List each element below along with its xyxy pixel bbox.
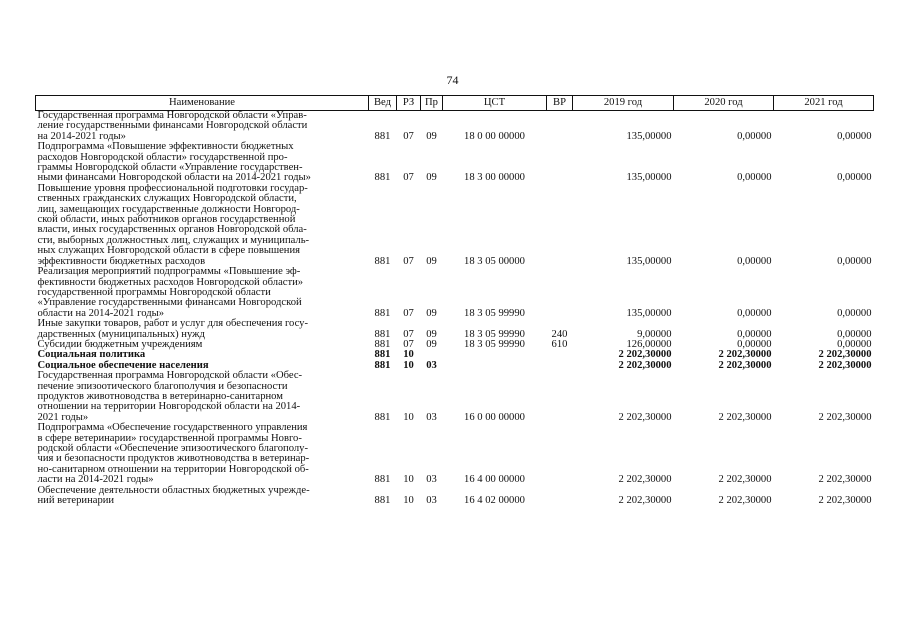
cell-2019: 2 202,30000	[618, 495, 672, 507]
cell-rz: 07	[403, 172, 414, 184]
table-row	[36, 142, 874, 184]
row-name-line: продуктов животноводства в ветеринарно-санитарном	[37, 390, 283, 402]
cell-rz: 10	[403, 359, 414, 371]
cell-2021: 0,00000	[837, 307, 872, 319]
cell-2019: 2 202,30000	[618, 411, 672, 423]
col-header-2020: 2020 год	[674, 96, 774, 111]
row-name-line: ний ветеринарии	[37, 495, 115, 507]
cell-pr: 03	[426, 359, 437, 371]
cell-ved: 881	[374, 338, 391, 350]
cell-rz: 07	[403, 307, 414, 319]
row-name-line: чия и безопасности продуктов животноводства в ветеринар-	[37, 453, 310, 465]
row-name-line: Иные закупки товаров, работ и услуг для обеспечения госу-	[37, 318, 309, 330]
cell-2020: 0,00000	[737, 338, 772, 350]
cell-rz: 07	[403, 338, 414, 350]
cell-rz: 07	[403, 328, 414, 340]
cell-vr: 240	[551, 328, 568, 340]
row-name-line: Социальное обеспечение населения	[37, 359, 209, 371]
row-name-line: ление государственными финансами Новгородской области	[37, 120, 308, 132]
row-name	[36, 267, 369, 319]
row-name-line: Подпрограмма «Обеспечение государственного управления	[37, 422, 308, 434]
col-header-vr: ВР	[547, 96, 573, 111]
row-name-line: Социальная политика	[37, 349, 146, 361]
col-header-pr: Пр	[421, 96, 443, 111]
cell-vr	[547, 486, 573, 507]
cell-cst: 18 3 05 99990	[464, 338, 525, 350]
cell-vr	[547, 361, 573, 371]
cell-2021: 2 202,30000	[818, 411, 872, 423]
cell-2021: 0,00000	[837, 172, 872, 184]
cell-2019: 2 202,30000	[618, 474, 672, 486]
cell-cst: 18 3 05 00000	[464, 255, 525, 267]
row-name-line: Обеспечение деятельности областных бюджетных учрежде-	[37, 484, 310, 496]
row-name	[36, 486, 369, 507]
row-name-line: области на 2014-2021 годы»	[37, 307, 165, 319]
row-name-line: «Управление государственными финансами Новгородской	[37, 297, 302, 309]
table-row	[36, 319, 874, 340]
row-name	[36, 111, 369, 143]
cell-rz: 10	[403, 495, 414, 507]
cell-pr: 03	[426, 474, 437, 486]
cell-2019: 9,00000	[637, 328, 672, 340]
cell-pr: 03	[426, 411, 437, 423]
cell-vr	[547, 371, 573, 423]
cell-rz: 10	[403, 349, 414, 361]
cell-pr: 09	[426, 255, 437, 267]
cell-2020: 0,00000	[737, 328, 772, 340]
cell-2020: 2 202,30000	[718, 474, 772, 486]
cell-rz: 07	[403, 130, 414, 142]
cell-2021: 2 202,30000	[818, 495, 872, 507]
row-name-line: государственной программы Новгородской области	[37, 286, 271, 298]
cell-cst: 16 4 00 00000	[464, 474, 525, 486]
row-name-line: лиц, замещающих государственные должности Новгород-	[37, 203, 300, 215]
row-name-line: в сфере ветеринарии» государственной программы Новго-	[37, 432, 302, 444]
cell-cst: 18 3 05 99990	[464, 307, 525, 319]
cell-pr: 09	[426, 328, 437, 340]
col-header-ved: Вед	[369, 96, 397, 111]
cell-rz: 10	[403, 474, 414, 486]
page-number: 74	[446, 73, 459, 87]
cell-ved: 881	[374, 359, 391, 371]
cell-vr: 610	[551, 338, 568, 350]
cell-2020: 2 202,30000	[718, 349, 772, 361]
cell-vr	[547, 267, 573, 319]
cell-cst: 18 3 00 00000	[464, 172, 525, 184]
cell-pr: 09	[426, 172, 437, 184]
row-name-line: Реализация мероприятий подпрограммы «Повышение эф-	[37, 266, 301, 278]
cell-ved: 881	[374, 172, 391, 184]
cell-ved: 881	[374, 130, 391, 142]
cell-pr: 09	[426, 130, 437, 142]
row-name-line: ской области, иных работников органов государственной	[37, 214, 296, 226]
row-name	[36, 371, 369, 423]
cell-2021: 0,00000	[837, 130, 872, 142]
cell-vr	[547, 111, 573, 143]
table-row	[36, 267, 874, 319]
cell-pr: 09	[426, 338, 437, 350]
cell-2020: 0,00000	[737, 255, 772, 267]
cell-cst	[443, 361, 547, 371]
row-name-line: ственных гражданских служащих Новгородской области,	[37, 193, 297, 205]
cell-ved: 881	[374, 495, 391, 507]
row-name-line: на 2014-2021 годы»	[37, 130, 126, 142]
row-name-line: Подпрограмма «Повышение эффективности бюджетных	[37, 141, 294, 153]
cell-2021: 0,00000	[837, 328, 872, 340]
cell-2020: 2 202,30000	[718, 359, 772, 371]
cell-rz: 10	[403, 411, 414, 423]
col-header-rz: РЗ	[397, 96, 421, 111]
cell-2020: 0,00000	[737, 130, 772, 142]
cell-vr	[547, 184, 573, 267]
col-header-name: Наименование	[36, 96, 369, 111]
cell-ved: 881	[374, 307, 391, 319]
col-header-2019: 2019 год	[573, 96, 674, 111]
row-name-line: расходов Новгородской области» государственной про-	[37, 151, 288, 163]
row-name-line: Повышение уровня профессиональной подготовки государ-	[37, 182, 308, 194]
cell-cst: 18 3 05 99990	[464, 328, 525, 340]
table-row	[36, 184, 874, 267]
row-name-line: граммы Новгородской области «Управление государствен-	[37, 162, 303, 174]
row-name-line: эффективности бюджетных расходов	[37, 255, 206, 267]
cell-ved: 881	[374, 255, 391, 267]
cell-vr	[547, 350, 573, 360]
cell-ved: 881	[374, 411, 391, 423]
cell-2019: 135,00000	[626, 255, 672, 267]
cell-2020: 0,00000	[737, 307, 772, 319]
cell-2020: 2 202,30000	[718, 495, 772, 507]
row-name-line: Государственная программа Новгородской области «Управ-	[37, 110, 307, 121]
cell-vr	[547, 142, 573, 184]
cell-2020: 2 202,30000	[718, 411, 772, 423]
cell-2021: 0,00000	[837, 338, 872, 350]
cell-2021: 2 202,30000	[818, 474, 872, 486]
cell-2021: 0,00000	[837, 255, 872, 267]
cell-pr: 03	[426, 495, 437, 507]
row-name	[36, 142, 369, 184]
cell-2019: 135,00000	[626, 172, 672, 184]
cell-ved: 881	[374, 474, 391, 486]
col-header-cst: ЦСТ	[443, 96, 547, 111]
row-name-line: фективности бюджетных расходов Новгородской области»	[37, 276, 304, 288]
cell-rz: 07	[403, 255, 414, 267]
col-header-2021: 2021 год	[774, 96, 874, 111]
row-name-line: власти, иных государственных органов Новгородской обла-	[37, 224, 307, 236]
row-name-line: Субсидии бюджетным учреждениям	[37, 338, 203, 350]
row-name-line: ными финансами Новгородской области на 2014-2021 годы»	[37, 172, 311, 184]
cell-2020: 0,00000	[737, 172, 772, 184]
cell-2019: 2 202,30000	[618, 359, 672, 371]
cell-cst: 18 0 00 00000	[464, 130, 525, 142]
cell-2019: 2 202,30000	[618, 349, 672, 361]
cell-2019: 135,00000	[626, 130, 672, 142]
row-name	[36, 184, 369, 267]
cell-2021: 2 202,30000	[818, 359, 872, 371]
row-name-line: но-санитарном отношении на территории Новгородской об-	[37, 463, 309, 475]
table-header-row	[36, 96, 874, 111]
row-name-line: Государственная программа Новгородской области «Обес-	[37, 370, 303, 382]
row-name	[36, 423, 369, 485]
cell-ved: 881	[374, 328, 391, 340]
cell-2019: 126,00000	[626, 338, 672, 350]
cell-cst: 16 0 00 00000	[464, 411, 525, 423]
cell-2019: 135,00000	[626, 307, 672, 319]
row-name-line: печение эпизоотического благополучия и безопасности	[37, 380, 288, 392]
row-name	[36, 319, 369, 340]
table-body	[36, 111, 874, 507]
row-name-line: 2021 годы»	[37, 411, 89, 423]
row-name-line: сти, выборных должностных лиц, служащих и муниципаль-	[37, 234, 310, 246]
cell-pr: 09	[426, 307, 437, 319]
cell-cst: 16 4 02 00000	[464, 495, 525, 507]
row-name-line: ласти на 2014-2021 годы»	[37, 474, 154, 486]
cell-ved: 881	[374, 349, 391, 361]
row-name-line: родской области «Обеспечение эпизоотического благополу-	[37, 443, 308, 454]
table-row	[36, 371, 874, 423]
cell-vr	[547, 423, 573, 485]
cell-cst	[443, 350, 547, 360]
table-row	[36, 486, 874, 507]
row-name-line: дарственных (муниципальных) нужд	[37, 328, 205, 340]
table-row	[36, 111, 874, 143]
cell-2021: 2 202,30000	[818, 349, 872, 361]
table-row	[36, 423, 874, 485]
budget-table	[35, 95, 874, 506]
row-name-line: отношении на территории Новгородской области на 2014-	[37, 401, 301, 413]
row-name-line: ных служащих Новгородской области в сфере повышения	[37, 245, 301, 257]
